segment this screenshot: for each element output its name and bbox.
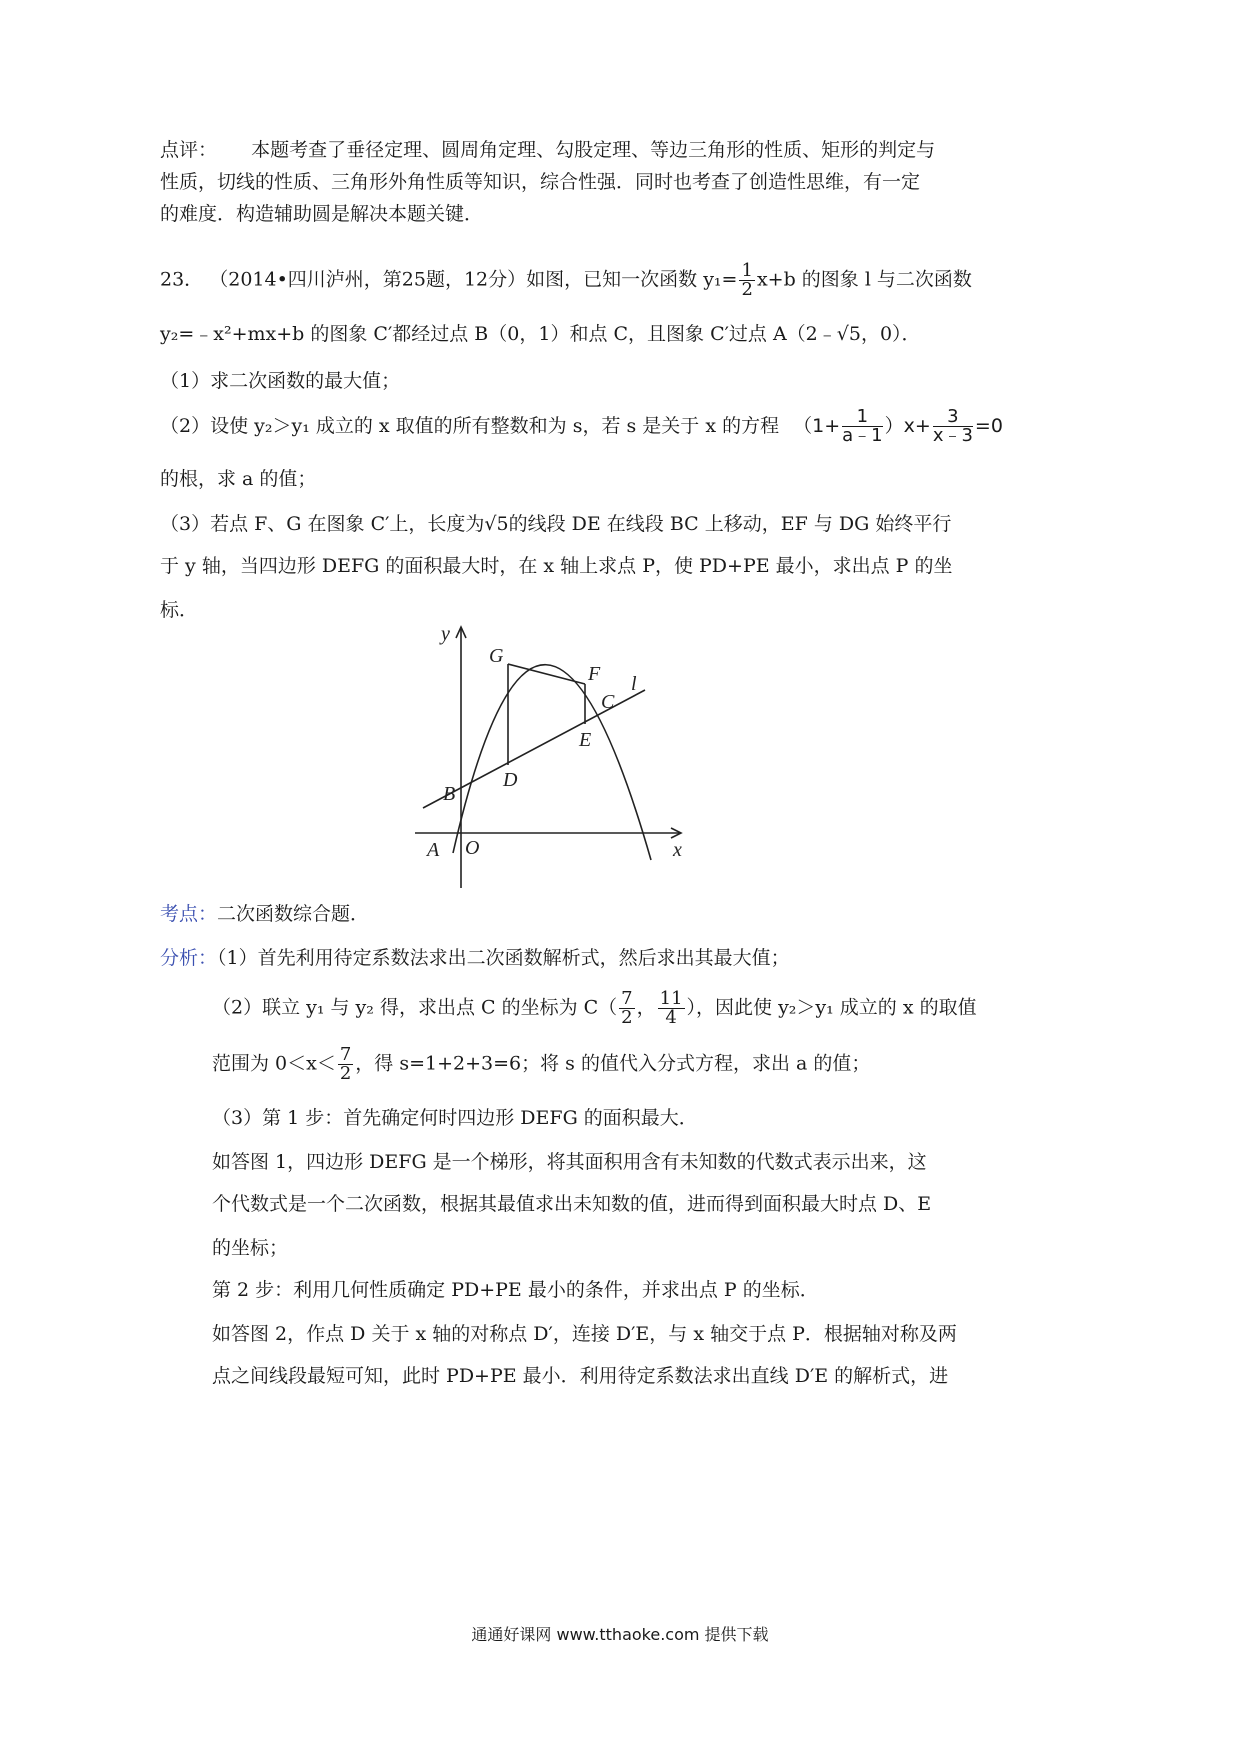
equation-right: =0 (974, 415, 1003, 437)
frac-den: 2 (741, 279, 753, 300)
frac1-den: a﹣1 (842, 425, 883, 446)
analysis-p4-line-3: 的坐标； (212, 1237, 289, 1259)
analysis-p3: （3）第 1 步：首先确定何时四边形 DEFG 的面积最大． (212, 1107, 698, 1129)
fraction-3-over-x-3 (933, 408, 973, 445)
range-num: 7 (339, 1044, 352, 1065)
function-graph-figure (405, 618, 705, 893)
frac1-num: 1 (842, 408, 882, 427)
fenxi-label: 分析： (160, 947, 218, 969)
equation-left: （1+ (793, 415, 841, 437)
label-y: y (441, 623, 450, 645)
cy-den: 4 (665, 1007, 677, 1028)
analysis-p4-line-2: 个代数式是一个二次函数，根据其最值求出未知数的值，进而得到面积最大时点 D、E (212, 1193, 932, 1215)
cx-den: 2 (621, 1007, 633, 1028)
analysis-p2-line-2 (212, 1046, 870, 1083)
kaodian-label: 考点： (160, 903, 218, 925)
analysis-p4-line-1: 如答图 1，四边形 DEFG 是一个梯形，将其面积用含有未知数的代数式表示出来，这 (212, 1151, 927, 1173)
analysis-p6-line-2: 点之间线段最短可知，此时 PD+PE 最小．利用待定系数法求出直线 D′E 的解析式，进 (212, 1365, 949, 1387)
label-f: F (588, 663, 601, 685)
label-o: O (465, 837, 480, 859)
page-footer: 通通好课网 www.tthaoke.com 提供下载 (471, 1625, 769, 1644)
kaodian-text: 二次函数综合题． (217, 903, 370, 925)
question-3-line-1: （3）若点 F、G 在图象 C′上，长度为√5的线段 DE 在线段 BC 上移动，EF 与 DG 始终平行 (160, 513, 952, 535)
segment-gf (508, 664, 585, 684)
analysis-p2-line-1 (212, 990, 977, 1027)
linear-function-rest: x+b 的图象 l 与二次函数 (756, 268, 972, 291)
label-l: l (631, 673, 637, 695)
review-line-1 (160, 136, 935, 164)
analysis-p1: （1）首先利用待定系数法求出二次函数解析式，然后求出其最大值； (217, 947, 790, 969)
fraction-equation (793, 406, 1003, 446)
fenxi-line (160, 944, 790, 972)
fraction-one-half (739, 262, 754, 299)
problem-line-2: y₂=﹣x²+mx+b 的图象 C′都经过点 B（0，1）和点 C，且图象 C′过点 A（2﹣√5，0）． (160, 323, 921, 345)
label-x: x (673, 839, 682, 861)
coord-separator: ， (636, 996, 656, 1019)
review-line-3: 的难度．构造辅助圆是解决本题关键． (160, 203, 484, 225)
question-3-line-3: 标． (160, 599, 199, 621)
fraction-1-over-a-1 (842, 408, 882, 445)
frac2-num: 3 (933, 408, 973, 427)
linear-function-label: y₁= (703, 268, 738, 291)
review-line-2: 性质，切线的性质、三角形外角性质等知识，综合性强．同时也考查了创造性思维，有一定 (160, 171, 921, 193)
problem-line-1 (160, 262, 972, 299)
question-2-line-2: 的根，求 a 的值； (160, 468, 317, 490)
label-c: C (601, 691, 615, 713)
kaodian-line (160, 900, 369, 928)
analysis-p2-pre: （2）联立 y₁ 与 y₂ 得，求出点 C 的坐标为 C（ (212, 996, 618, 1019)
cy-num: 11 (659, 988, 683, 1009)
question-3-line-2: 于 y 轴，当四边形 DEFG 的面积最大时，在 x 轴上求点 P，使 PD+PE 最小，求出点 P 的坐 (160, 555, 953, 577)
equation-mid: ）x+ (884, 415, 931, 437)
problem-number: 23． (160, 268, 204, 291)
label-d: D (503, 769, 518, 791)
parabola-c-prime (453, 665, 651, 860)
range-pre: 范围为 0＜x＜ (212, 1052, 336, 1075)
analysis-p5: 第 2 步：利用几何性质确定 PD+PE 最小的条件，并求出点 P 的坐标． (212, 1279, 819, 1301)
fraction-11-over-4 (658, 990, 685, 1027)
fraction-7-over-2 (619, 990, 634, 1027)
review-label: 点评： (160, 139, 218, 161)
question-2-text: （2）设使 y₂＞y₁ 成立的 x 取值的所有整数和为 s，若 s 是关于 x 的方程 (160, 415, 780, 437)
frac2-den: x﹣3 (932, 425, 973, 446)
label-e: E (579, 729, 592, 751)
range-den: 2 (339, 1063, 352, 1084)
review-text-1: 本题考查了垂径定理、圆周角定理、勾股定理、等边三角形的性质、矩形的判定与 (251, 139, 936, 161)
label-b: B (443, 783, 456, 805)
problem-source: （2014•四川泸州，第25题，12分）如图，已知一次函数 (209, 268, 698, 291)
question-1: （1）求二次函数的最大值； (160, 370, 401, 392)
cx-num: 7 (621, 988, 633, 1009)
range-post: ，得 s=1+2+3=6；将 s 的值代入分式方程，求出 a 的值； (355, 1052, 871, 1075)
label-g: G (489, 645, 504, 667)
question-2-line-1 (160, 408, 1003, 445)
fraction-range-7-over-2 (338, 1046, 353, 1083)
frac-num: 1 (741, 260, 753, 281)
analysis-p6-line-1: 如答图 2，作点 D 关于 x 轴的对称点 D′，连接 D′E，与 x 轴交于点 P．根据轴对称及两 (212, 1323, 957, 1345)
label-a: A (427, 839, 440, 861)
analysis-p2-post: ），因此使 y₂＞y₁ 成立的 x 的取值 (686, 996, 977, 1019)
